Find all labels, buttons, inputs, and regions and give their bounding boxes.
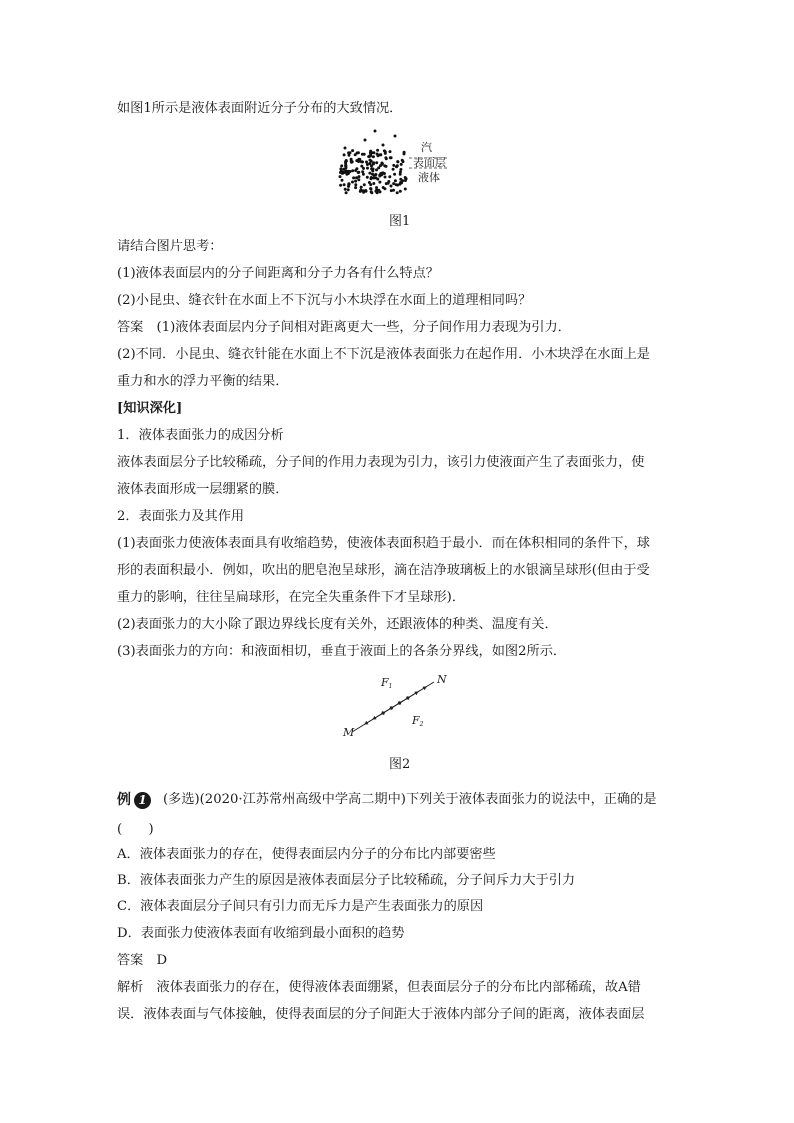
section-1-line-1: 液体表面层分子比较稀疏，分子间的作用力表现为引力，该引力使液面产生了表面张力，使: [117, 455, 645, 470]
knowledge-heading: [知识深化]: [117, 401, 183, 416]
molecule-dot: [345, 191, 348, 194]
molecule-dot: [404, 176, 407, 179]
molecule-dot: [357, 171, 360, 174]
molecule-dot: [351, 149, 354, 152]
section-1-line-2: 液体表面形成一层绷紧的膜．: [117, 482, 289, 497]
molecule-dot: [357, 151, 360, 154]
molecule-dot: [363, 183, 366, 186]
molecule-dot: [372, 182, 375, 185]
molecule-dot: [361, 160, 364, 163]
molecule-dot: [364, 139, 367, 142]
force-arrow: [406, 694, 415, 699]
molecule-dot: [352, 176, 355, 179]
molecule-dot: [384, 176, 387, 179]
example-stem-row: [117, 791, 657, 809]
molecule-dot: [385, 182, 388, 185]
molecule-dot: [393, 173, 396, 176]
molecule-dot: [396, 160, 399, 163]
answer-line-1: 答案 (1)液体表面层内分子间相对距离更大一些，分子间作用力表现为引力．: [117, 320, 571, 335]
molecule-dot: [339, 184, 342, 187]
molecule-dot: [360, 186, 363, 189]
molecule-dot: [366, 167, 369, 170]
molecule-dot: [362, 173, 365, 176]
molecule-dot: [361, 170, 364, 173]
option-c: C．液体表面层分子间只有引力而无斥力是产生表面张力的原因: [117, 899, 484, 914]
molecule-dot: [394, 179, 397, 182]
molecule-dot: [359, 190, 362, 193]
analysis-line-1: 解析 液体表面张力的存在，使得液体表面绷紧，但表面层分子的分布比内部稀疏，故A错: [117, 980, 641, 995]
force-arrow: [365, 719, 374, 724]
example-answer: 答案 D: [117, 953, 168, 968]
molecule-dot: [390, 189, 393, 192]
molecule-dot: [368, 181, 371, 184]
surface-layer-label: 表面层: [413, 156, 446, 169]
section-1-title: 1．液体表面张力的成因分析: [117, 428, 284, 443]
molecule-dot: [382, 186, 385, 189]
molecule-dot: [394, 135, 397, 138]
molecule-dot: [399, 190, 402, 193]
molecule-dot: [344, 147, 347, 150]
molecule-dot: [340, 164, 343, 167]
force-arrow: [398, 699, 407, 704]
point-n-label: N: [437, 673, 447, 686]
intro-text: 如图1所示是液体表面附近分子分布的大致情况．: [117, 101, 403, 116]
molecule-dot: [362, 191, 365, 194]
molecule-dot: [396, 184, 399, 187]
molecule-dot: [376, 149, 379, 152]
molecule-dot: [403, 152, 406, 155]
force-arrow: [389, 704, 398, 709]
molecule-dot: [348, 182, 351, 185]
para-1-line-2: 形的表面积最小．例如，吹出的肥皂泡呈球形，滴在洁净玻璃板上的水银滴呈球形(但由于受: [117, 563, 650, 578]
example-label: 例: [117, 792, 131, 808]
example-stem: (多选)(2020·江苏常州高级中学高二期中)下列关于液体表面张力的说法中，正确的是: [163, 792, 657, 807]
molecule-dot: [370, 176, 373, 179]
question-2: (2)小昆虫、缝衣针在水面上不下沉与小木块浮在水面上的道理相同吗？: [117, 293, 532, 308]
prompt-text: 请结合图片思考：: [117, 239, 223, 254]
molecule-dot: [346, 170, 349, 173]
molecule-dot: [355, 167, 358, 170]
molecule-dot: [382, 144, 385, 147]
molecule-dot: [389, 150, 392, 153]
molecule-dot: [354, 153, 357, 156]
molecule-dot: [354, 186, 357, 189]
option-b: B．液体表面张力产生的原因是液体表面层分子比较稀疏，分子间斥力大于引力: [117, 873, 576, 888]
molecule-distribution-diagram: [335, 128, 465, 198]
molecule-dot: [369, 187, 372, 190]
molecule-dot: [404, 188, 407, 191]
answer-line-2: (2)不同．小昆虫、缝衣针能在水面上不下沉是液体表面张力在起作用．小木块浮在水面上是: [117, 347, 650, 362]
molecule-dot: [375, 161, 378, 164]
molecule-dot: [343, 153, 346, 156]
molecule-dot: [360, 165, 363, 168]
molecule-dot: [400, 163, 403, 166]
molecule-dot: [401, 159, 404, 162]
molecule-dot: [370, 191, 373, 194]
question-1: (1)液体表面层内的分子间距离和分子力各有什么特点？: [117, 266, 439, 281]
molecule-dot: [377, 189, 380, 192]
molecule-dot: [354, 180, 357, 183]
example-badge: [117, 791, 163, 809]
molecule-dot: [404, 179, 407, 182]
surface-tension-direction-diagram: [340, 672, 460, 744]
molecule-dot: [369, 150, 372, 153]
molecule-dot: [385, 157, 388, 160]
molecule-dot: [351, 169, 354, 172]
molecule-dot: [348, 154, 351, 157]
force-arrow: [373, 714, 382, 719]
force-arrow: [418, 687, 427, 692]
molecule-dot: [347, 188, 350, 191]
molecule-dot: [372, 163, 375, 166]
molecule-dot: [384, 152, 387, 155]
molecule-dot: [365, 161, 368, 164]
molecule-dot: [392, 164, 395, 167]
molecule-dot: [399, 171, 402, 174]
molecule-dot: [379, 164, 382, 167]
molecule-dot: [373, 174, 376, 177]
molecule-dot: [380, 173, 383, 176]
molecule-dot: [387, 180, 390, 183]
molecule-dot: [380, 162, 383, 165]
force-f2-label: F2: [412, 714, 424, 728]
molecule-dot: [388, 175, 391, 178]
option-a: A．液体表面张力的存在，使得表面层内分子的分布比内部要密些: [117, 847, 496, 862]
figure-1: [335, 128, 465, 198]
molecule-dot: [361, 153, 364, 156]
para-1-line-1: (1)表面张力使液体表面具有收缩趋势，使液体表面积趋于最小．而在体积相同的条件下，球: [117, 536, 650, 551]
molecule-dot: [339, 175, 342, 178]
molecule-dot: [344, 188, 347, 191]
molecule-dot: [372, 177, 375, 180]
molecule-dot: [392, 168, 395, 171]
molecule-dot: [395, 165, 398, 168]
molecule-dot: [354, 183, 357, 186]
molecule-dot: [350, 160, 353, 163]
molecule-dot: [355, 176, 358, 179]
molecule-dot: [342, 168, 345, 171]
molecule-dot: [344, 164, 347, 167]
molecule-dot: [390, 185, 393, 188]
molecule-dot: [385, 165, 388, 168]
force-f1-label: F1: [381, 676, 393, 690]
figure-2: [340, 672, 460, 744]
molecule-dot: [349, 151, 352, 154]
molecule-dot: [399, 181, 402, 184]
example-number-icon: 1: [134, 792, 151, 809]
analysis-line-2: 误．液体表面与气体接触，使得表面层的分子间距大于液体内部分子间的距离，液体表面层: [117, 1007, 645, 1022]
molecule-dot: [370, 168, 373, 171]
figure-2-caption: 图2: [389, 757, 411, 772]
molecule-dot: [369, 154, 372, 157]
section-2-title: 2．表面张力及其作用: [117, 509, 245, 524]
molecule-dot: [341, 179, 344, 182]
molecule-dot: [357, 160, 360, 163]
molecule-dot: [376, 153, 379, 156]
molecule-dot: [351, 181, 354, 184]
option-d: D．表面张力使液体表面有收缩到最小面积的趋势: [117, 926, 405, 941]
answer-line-3: 重力和水的浮力平衡的结果．: [117, 374, 289, 389]
molecule-dot: [368, 172, 371, 175]
para-3: (3)表面张力的方向：和液面相切，垂直于液面上的各条分界线，如图2所示．: [117, 644, 567, 659]
molecule-dot: [366, 176, 369, 179]
molecule-dot: [374, 130, 377, 133]
molecule-dot: [378, 181, 381, 184]
liquid-label: 液体: [418, 171, 440, 184]
answer-blank: ( ): [117, 822, 154, 837]
molecule-dot: [370, 160, 373, 163]
vapor-label: 汽: [421, 141, 432, 154]
molecule-dot: [399, 168, 402, 171]
force-arrow: [381, 709, 390, 714]
molecule-dot: [396, 191, 399, 194]
point-m-label: M: [343, 726, 355, 739]
molecule-dot: [372, 155, 375, 158]
para-2: (2)表面张力的大小除了跟边界线长度有关外，还跟液体的种类、温度有关．: [117, 617, 558, 632]
molecule-dot: [379, 153, 382, 156]
molecule-dot: [343, 183, 346, 186]
para-1-line-3: 重力的影响，往往呈扁球形，在完全失重条件下才呈球形)．: [117, 590, 466, 605]
molecule-dot: [357, 178, 360, 181]
molecule-dot: [345, 173, 348, 176]
figure-1-caption: 图1: [389, 214, 411, 229]
molecule-dot: [389, 156, 392, 159]
molecule-dot: [339, 167, 342, 170]
molecule-dot: [374, 190, 377, 193]
